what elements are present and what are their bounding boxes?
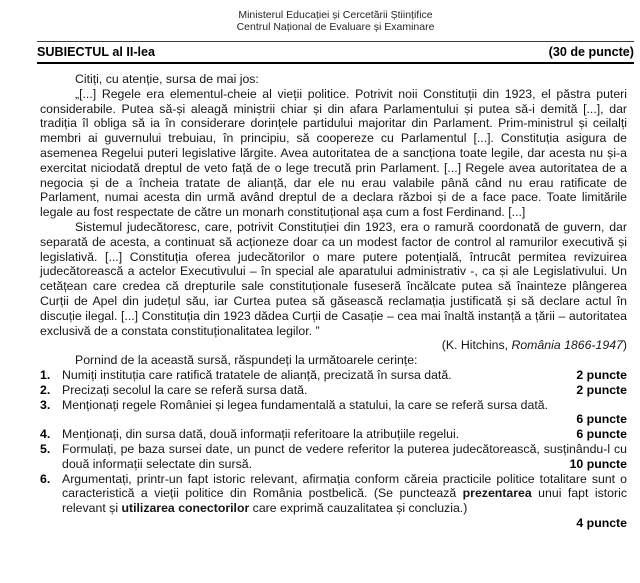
ministry-header-line1: Ministerul Educației și Cercetării Științifice (238, 9, 433, 21)
question-row-5 (40, 442, 627, 472)
question-points: 10 puncte (569, 456, 627, 471)
question-list (40, 368, 627, 531)
question-text: Menționați, din sursa dată, două informații referitoare la atribuțiile regelui. (62, 427, 460, 442)
attribution-work-title: România 1866-1947 (511, 338, 623, 353)
question-points: 6 puncte (576, 412, 627, 427)
source-paragraph-2: Sistemul judecătoresc, care, potrivit Constituției din 1923, era o ramură coordonată de guvern, dar separată de acesta, a continuat să acționeze doar ca un modest factor de control al ramurilor executivă și legislativă. [...] Constituția oferea judecătorilor o mare putere potențială, întrucât permitea revizuirea judecătorească a actelor Executivului – în special ale aparatului administrativ -, ca și ale Legislativului. Un cetățean care credea că drepturile sale constituționale fuseseră încălcate putea să înainteze plângerea Curții de Apel din județul său, iar Curtea putea să găsească reclamația justificată și să declare actul în discuție ilegal. [...] Constituția din 1923 dădea Curții de Casație – cea mai înaltă instanță a țării – autoritatea exclusivă de a constata constituționalitatea legilor. ” (40, 219, 627, 338)
question-row-2 (40, 383, 627, 398)
emphasis-prezentarea: prezentarea (462, 486, 532, 501)
intro-line: Citiți, cu atenție, sursa de mai jos: (75, 72, 259, 86)
emphasis-utilizarea-conectorilor: utilizarea conectorilor (121, 501, 250, 516)
question-text: Formulați, pe baza sursei date, un punct de vedere referitor la puterea judecătorească, susținându-l cu două informații selectate din sursă. (62, 441, 627, 471)
question-text: Argumentați, printr-un fapt istoric relevant, afirmația conform căreia practicile politice totalitare sunt o caracteristică a vieții politice din România postbelică. (Se punctează prezentarea unui fapt istoric relevant și utilizarea conectorilor care exprimă cauzalitatea și concluzia.) (62, 471, 627, 516)
question-row-6 (40, 472, 627, 531)
question-text: Numiți instituția care ratifică tratatele de alianță, precizată în sursa dată. (62, 367, 452, 382)
question-points: 6 puncte (576, 427, 627, 442)
header-divider (37, 41, 634, 42)
question-points: 2 puncte (576, 382, 627, 397)
exam-body (40, 72, 627, 531)
question-text: Menționați regele României și legea fundamentală a statului, la care se referă sursa dată. (62, 397, 549, 412)
question-number: 3. (40, 397, 51, 412)
prompt-line: Pornind de la această sursă, răspundeți la următoarele cerințe: (75, 353, 418, 368)
source-paragraph-1: „[...] Regele era elementul-cheie al vieții politice. Potrivit noii Constituții din 1923, el păstra puteri considerabile. Putea să-și aleagă miniștrii chiar și din afara Parlamentului și putea să-i demită [...], dar tradiția îl obliga să ia în considerare dorințele partidului majoritar din Parlament. Prim-ministrul și ceilalți membri ai guvernului trebuiau, în principiu, să coopereze cu Parlamentul [...]. Constituția asigura de asemenea Regelui puteri legislative lărgite. Avea autoritatea de a sancționa toate legile, dar acesta nu și-a exercitat niciodată dreptul de veto față de o lege trecută prin Parlament. [...] Regele avea autoritatea de a negocia și de a încheia tratate de alianță, dar ele nu erau valabile până când nu erau ratificate de Parlament, numai acesta din urmă având dreptul de a declara război și de a face pace. Toate limitările legale au fost respectate de către un monarh constituțional așa cum a fost Ferdinand. [...] (40, 86, 627, 220)
subject-row (37, 45, 634, 64)
source-attribution (40, 338, 627, 353)
attribution-close: ) (622, 338, 627, 353)
question-row-3 (40, 398, 627, 428)
attribution-author: (K. Hitchins, (441, 338, 512, 353)
question-number: 6. (40, 471, 51, 486)
question-points: 2 puncte (576, 367, 627, 382)
question-row-4 (40, 427, 627, 442)
question-number: 5. (40, 441, 51, 456)
question-number: 4. (40, 427, 51, 442)
subject-total-points: (30 de puncte) (548, 45, 634, 59)
question-row-1 (40, 368, 627, 383)
ministry-header-line2: Centrul Național de Evaluare și Examinare (236, 20, 435, 33)
question-number: 2. (40, 382, 51, 397)
question-points: 4 puncte (576, 515, 627, 530)
question-number: 1. (40, 367, 51, 382)
question-text: Precizați secolul la care se referă sursa dată. (62, 382, 308, 397)
ministry-header (37, 10, 634, 33)
subject-title: SUBIECTUL al II-lea (37, 45, 156, 59)
